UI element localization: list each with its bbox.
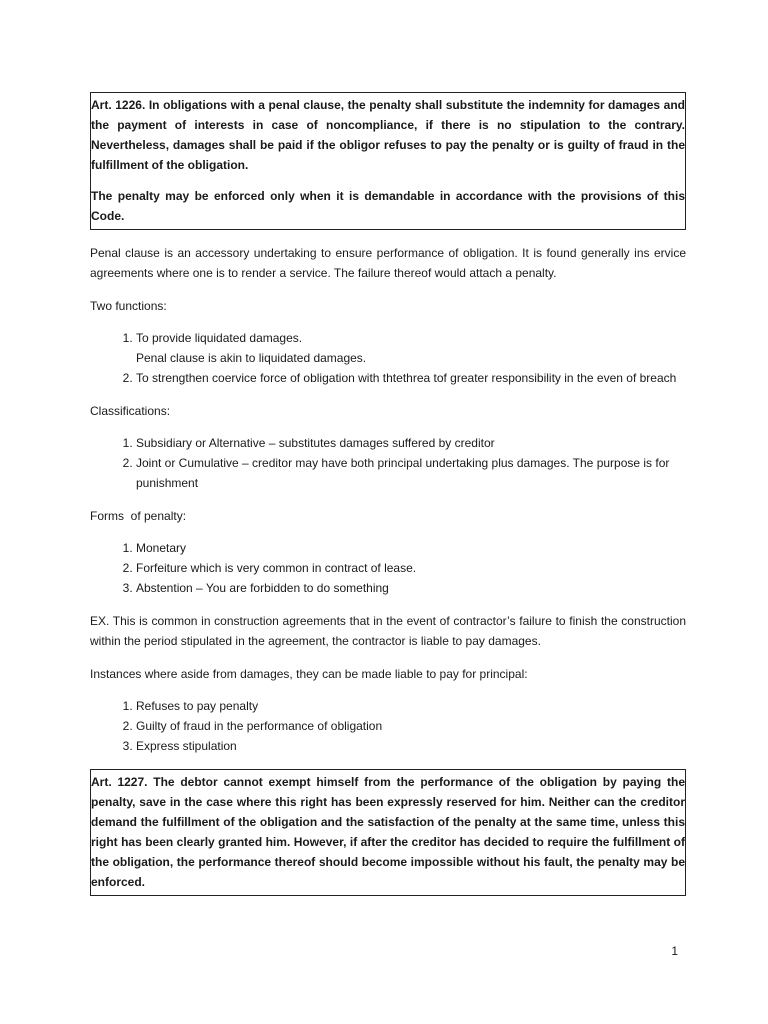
forms-heading: Forms of penalty: xyxy=(90,509,187,523)
list-item xyxy=(136,368,686,388)
list-item: 1. Refuses to pay penalty xyxy=(136,696,686,716)
page-number: 1 xyxy=(671,944,678,958)
functions-item-1-sub: Penal clause is akin to liquidated damages. xyxy=(136,351,367,365)
article-1227-box xyxy=(90,769,686,896)
classifications-list xyxy=(90,433,686,493)
functions-heading: Two functions: xyxy=(90,299,167,313)
article-1226-para-1: Art. 1226. In obligations with a penal clause, the penalty shall substitute the indemnity for damages and the payment of interests in case of noncompliance, if there is no stipulation to the contrary. Nevertheless, damages shall be paid if the obligor refuses to pay the penalty or is guilty of fraud in the fulfillment of the obligation. xyxy=(91,98,685,172)
list-item: 2. Joint or Cumulative – creditor may have both principal undertaking plus damages. The purpose is for punishment xyxy=(136,453,686,493)
instances-heading: Instances where aside from damages, they can be made liable to pay for principal: xyxy=(90,667,528,681)
functions-list xyxy=(90,328,686,388)
list-item: 1. Monetary xyxy=(136,538,686,558)
list-item: 1. Subsidiary or Alternative – substitutes damages suffered by creditor xyxy=(136,433,686,453)
functions-item-2: To strengthen coervice force of obligation with thtethrea tof greater responsibility in the even of breach xyxy=(136,371,677,385)
document-page xyxy=(90,92,686,896)
article-1226-para-2: The penalty may be enforced only when it is demandable in accordance with the provisions of this Code. xyxy=(91,189,685,223)
list-item: 2. Guilty of fraud in the performance of obligation xyxy=(136,716,686,736)
intro-paragraph: Penal clause is an accessory undertaking to ensure performance of obligation. It is found generally ins ervice agreements where one is to render a service. The failure thereof would attach a penalty. xyxy=(90,246,686,280)
instances-list xyxy=(90,696,686,756)
list-item: 3. Abstention – You are forbidden to do something xyxy=(136,578,686,598)
article-1227-para-1: Art. 1227. The debtor cannot exempt himself from the performance of the obligation by paying the penalty, save in the case where this right has been expressly reserved for him. Neither can the creditor demand the fulfillment of the obligation and the satisfaction of the penalty at the same time, unless this right has been clearly granted him. However, if after the creditor has decided to require the fulfillment of the obligation, the performance thereof should become impossible without his fault, the penalty may be enforced. xyxy=(91,775,685,889)
forms-list xyxy=(90,538,686,598)
functions-item-1: To provide liquidated damages. xyxy=(136,331,303,345)
example-paragraph: EX. This is common in construction agreements that in the event of contractor’s failure to finish the construction within the period stipulated in the agreement, the contractor is liable to pay damages. xyxy=(90,614,686,648)
list-item: 2. Forfeiture which is very common in contract of lease. xyxy=(136,558,686,578)
classifications-heading: Classifications: xyxy=(90,404,171,418)
list-item: 3. Express stipulation xyxy=(136,736,686,756)
list-item xyxy=(136,328,686,368)
article-1226-box xyxy=(90,92,686,230)
